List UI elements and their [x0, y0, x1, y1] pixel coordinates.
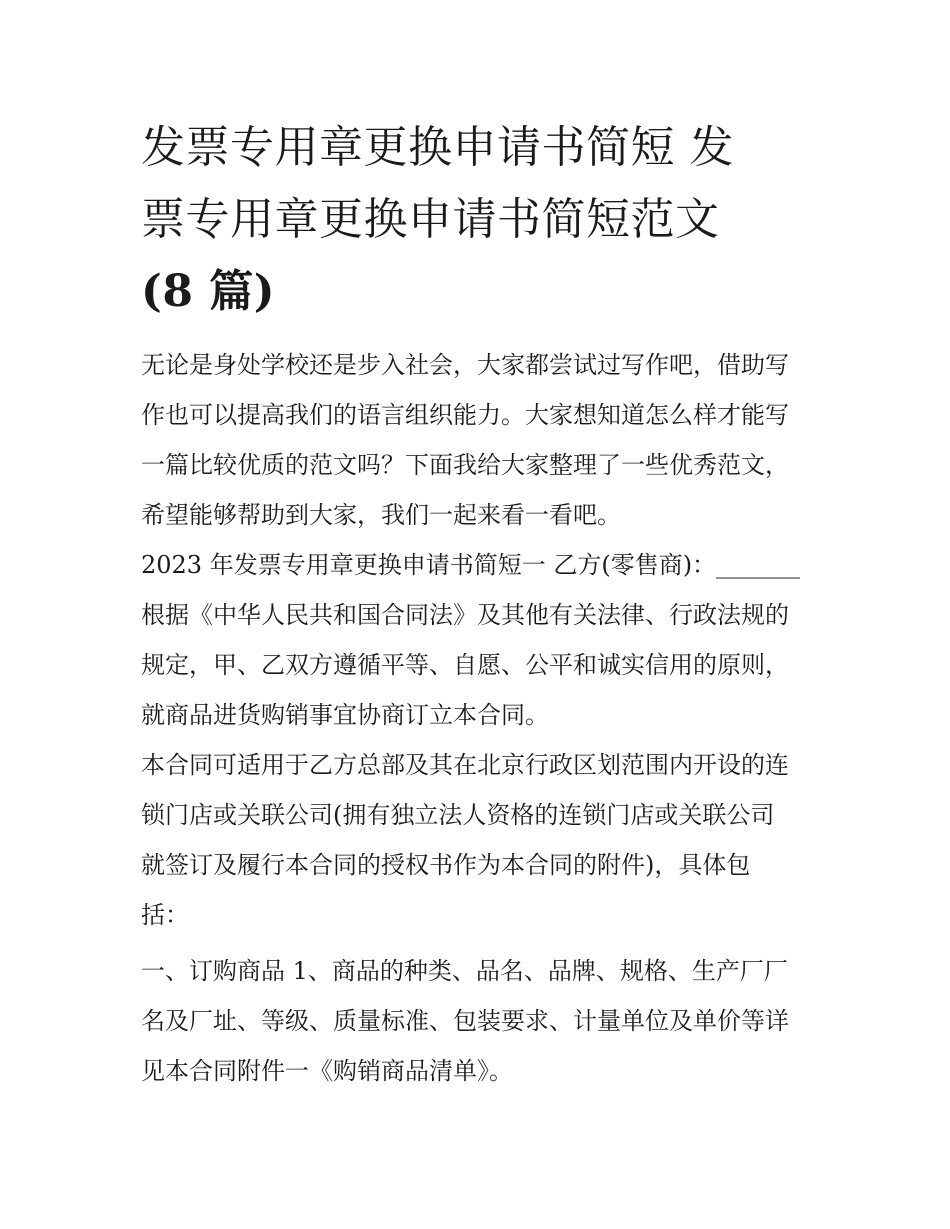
text-line: 作也可以提高我们的语言组织能力。大家想知道怎么样才能写 [141, 401, 789, 429]
text-line: 无论是身处学校还是步入社会，大家都尝试过写作吧，借助写 [141, 351, 789, 379]
title-line-2: 票专用章更换申请书简短范文 [141, 194, 720, 245]
intro-paragraph [141, 340, 816, 540]
text-line: 根据《中华人民共和国合同法》及其他有关法律、行政法规的 [141, 601, 789, 629]
text-line: 就签订及履行本合同的授权书作为本合同的附件)，具体包 [141, 851, 751, 879]
text-line: 规定，甲、乙双方遵循平等、自愿、公平和诚实信用的原则， [141, 651, 789, 679]
contract-intro-paragraph [141, 540, 816, 740]
title-line-3: (8 篇) [141, 266, 276, 317]
text-line: 本合同可适用于乙方总部及其在北京行政区划范围内开设的连 [141, 751, 789, 779]
document-title [141, 112, 816, 328]
text-line: 就商品进货购销事宜协商订立本合同。 [141, 701, 549, 729]
order-goods-paragraph [141, 946, 816, 1096]
text-line: 2023 年发票专用章更换申请书简短一 乙方(零售商)：_______ [141, 551, 801, 579]
document-body [141, 340, 816, 1096]
text-line: 一篇比较优质的范文吗？下面我给大家整理了一些优秀范文， [141, 451, 789, 479]
document-page [141, 112, 816, 1096]
title-line-1: 发票专用章更换申请书简短 发 [141, 122, 734, 173]
text-line: 名及厂址、等级、质量标准、包装要求、计量单位及单价等详 [141, 1007, 789, 1035]
text-line: 括： [141, 901, 189, 929]
text-line: 希望能够帮助到大家，我们一起来看一看吧。 [141, 501, 621, 529]
scope-paragraph [141, 740, 816, 940]
text-line: 见本合同附件一《购销商品清单》。 [141, 1057, 513, 1085]
text-line: 锁门店或关联公司(拥有独立法人资格的连锁门店或关联公司 [141, 801, 775, 829]
text-line: 一、订购商品 1、商品的种类、品名、品牌、规格、生产厂厂 [141, 957, 788, 985]
